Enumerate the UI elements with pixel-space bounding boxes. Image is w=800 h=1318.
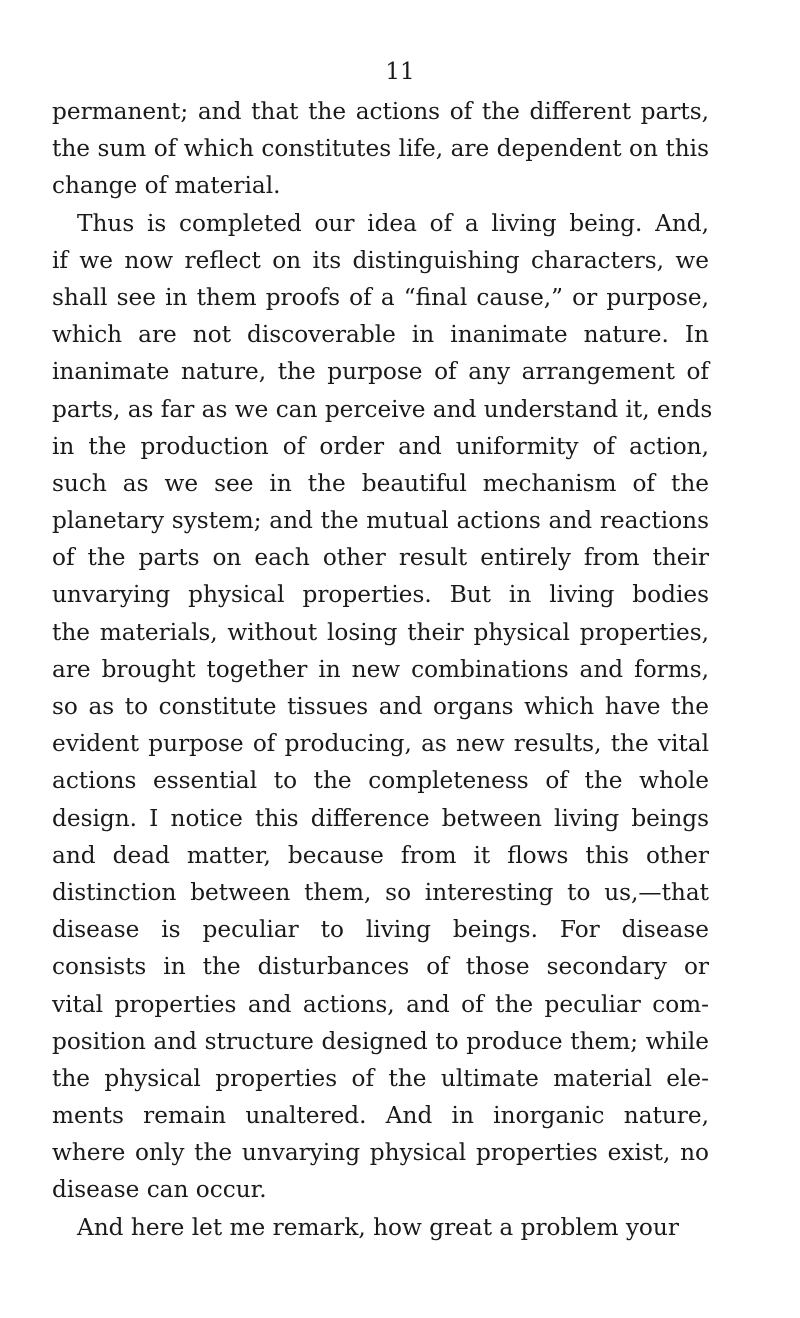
body-text — [52, 93, 713, 1246]
text-line: planetary system; and the mutual actions and reactions — [52, 507, 709, 535]
text-line: design. I notice this difference between living beings — [52, 804, 709, 832]
text-line: in the production of order and uniformity of action, — [52, 432, 709, 460]
text-line: unvarying physical properties. But in living bodies — [52, 581, 709, 609]
page-number: 11 — [385, 59, 415, 85]
text-line: are brought together in new combinations and forms, — [52, 655, 709, 683]
text-line: the materials, without losing their physical properties, — [52, 618, 709, 646]
text-line: inanimate nature, the purpose of any arrangement of — [52, 358, 709, 386]
text-line: disease can occur. — [52, 1176, 267, 1204]
text-line: the physical properties of the ultimate material ele- — [52, 1064, 709, 1092]
text-line: permanent; and that the actions of the different parts, — [52, 98, 709, 125]
text-line: shall see in them proofs of a “final cause,” or purpose, — [52, 283, 709, 311]
text-line: evident purpose of producing, as new results, the vital — [52, 730, 709, 758]
text-line: consists in the disturbances of those secondary or — [52, 953, 709, 981]
text-line: And here let me remark, how great a problem your — [77, 1213, 679, 1241]
text-line: actions essential to the completeness of the whole — [52, 767, 709, 795]
text-line: of the parts on each other result entirely from their — [52, 544, 709, 572]
text-line: distinction between them, so interesting to us,—that — [52, 878, 709, 906]
text-line: where only the unvarying physical properties exist, no — [52, 1139, 709, 1167]
text-line: the sum of which constitutes life, are dependent on this — [52, 135, 709, 163]
text-line: change of material. — [52, 172, 281, 200]
text-line: vital properties and actions, and of the peculiar com- — [52, 990, 709, 1018]
text-line: which are not discoverable in inanimate nature. In — [52, 321, 709, 349]
text-line: ments remain unaltered. And in inorganic nature, — [52, 1102, 709, 1130]
text-line: disease is peculiar to living beings. For disease — [52, 916, 709, 944]
text-line: Thus is completed our idea of a living being. And, — [77, 209, 709, 237]
text-line: and dead matter, because from it flows this other — [52, 841, 709, 869]
text-line: parts, as far as we can perceive and understand it, ends — [52, 395, 713, 423]
text-line: such as we see in the beautiful mechanism of the — [52, 469, 709, 497]
text-line: so as to constitute tissues and organs which have the — [52, 693, 709, 720]
text-line: if we now reflect on its distinguishing characters, we — [52, 246, 709, 274]
text-line: position and structure designed to produce them; while — [52, 1027, 709, 1055]
